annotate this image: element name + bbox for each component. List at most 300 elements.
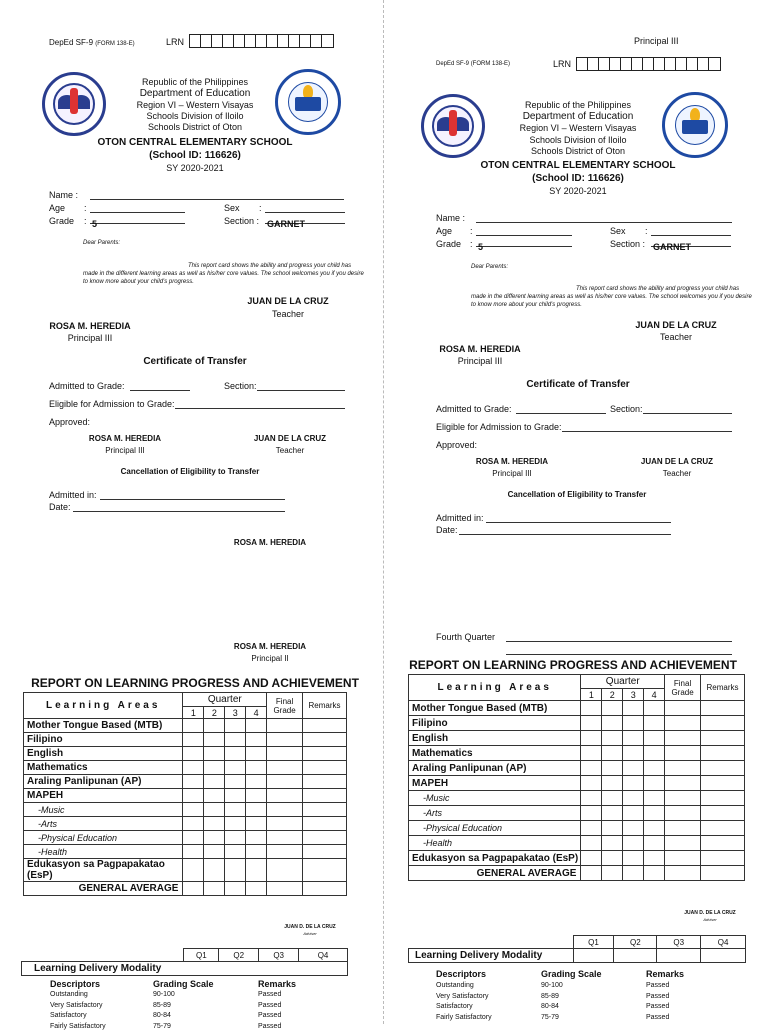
grade-cell[interactable] <box>303 831 347 845</box>
table-row <box>24 733 347 747</box>
footer-principal-name: ROSA M. HEREDIA <box>233 538 307 547</box>
approved-label-2: Approved: <box>436 440 478 450</box>
lrn-label-2: LRN <box>553 59 572 69</box>
table-row <box>409 851 745 866</box>
grade-cell[interactable] <box>665 836 701 851</box>
table-row <box>409 821 745 836</box>
grade-cell[interactable] <box>665 821 701 836</box>
grade-cell[interactable] <box>246 859 267 882</box>
salutation-2: Dear Parents: <box>471 264 509 270</box>
approved-teacher-name: JUAN DE LA CRUZ <box>253 434 327 443</box>
grade-cell[interactable] <box>665 716 701 731</box>
grade-cell[interactable] <box>665 866 701 881</box>
fourth-quarter-label: Fourth Quarter <box>436 632 496 642</box>
grade-cell[interactable] <box>225 817 246 831</box>
table-row <box>409 731 745 746</box>
grade-cell[interactable] <box>581 851 602 866</box>
letter-body-2: This report card shows the ability and progress your child has made in the different learning areas as well as his/her core values. The school welcomes you if you desire to know more about your child's progress. <box>471 286 752 308</box>
grade-cell[interactable] <box>183 761 204 775</box>
grade-cell[interactable] <box>303 747 347 761</box>
department-text: Department of Education <box>139 88 251 99</box>
table-row <box>409 716 745 731</box>
grade-cell[interactable] <box>225 719 246 733</box>
grade-cell[interactable] <box>644 806 665 821</box>
grade-cell[interactable] <box>602 761 623 776</box>
grade-cell[interactable] <box>183 733 204 747</box>
grade-cell[interactable] <box>183 831 204 845</box>
grade-cell[interactable] <box>581 761 602 776</box>
grade-cell[interactable] <box>303 775 347 789</box>
school-seal-logo <box>662 92 728 158</box>
grade-cell[interactable] <box>267 845 303 859</box>
descriptors-header: Descriptors <box>50 979 101 989</box>
eligible-label-2: Eligible for Admission to Grade: <box>436 422 562 432</box>
grade-cell[interactable] <box>602 776 623 791</box>
grade-cell[interactable] <box>183 803 204 817</box>
descriptor-text: Fairly Satisfactory <box>50 1022 106 1030</box>
grade-cell[interactable] <box>623 836 644 851</box>
grade-cell[interactable] <box>246 775 267 789</box>
eligible-label: Eligible for Admission to Grade: <box>49 399 175 409</box>
grade-cell[interactable] <box>204 719 225 733</box>
grade-cell[interactable] <box>225 747 246 761</box>
grade-cell[interactable] <box>183 789 204 803</box>
ldm-table <box>21 948 348 976</box>
grade-cell[interactable] <box>602 851 623 866</box>
grade-cell[interactable] <box>204 747 225 761</box>
grade-cell[interactable] <box>204 882 225 896</box>
table-row <box>409 836 745 851</box>
grade-cell[interactable] <box>581 716 602 731</box>
grade-cell[interactable] <box>581 731 602 746</box>
approved-teacher-title: Teacher <box>275 446 305 455</box>
table-row <box>409 746 745 761</box>
grade-cell[interactable] <box>183 859 204 882</box>
grading-scale-text: 75-79 <box>541 1013 559 1021</box>
quarter-header: 3 <box>225 707 246 719</box>
grade-cell[interactable] <box>701 866 745 881</box>
approved-teacher-title-2: Teacher <box>662 469 692 478</box>
grade-cell[interactable] <box>267 719 303 733</box>
col-remarks-2: Remarks <box>701 675 745 701</box>
grade-cell[interactable] <box>581 836 602 851</box>
grade-cell[interactable] <box>204 775 225 789</box>
grade-cell[interactable] <box>204 845 225 859</box>
descriptor-text: Outstanding <box>436 982 474 989</box>
ldm-q-header: Q2 <box>219 949 259 962</box>
col-learning-areas: Learning Areas <box>24 693 183 719</box>
grade-cell[interactable] <box>246 882 267 896</box>
grade-cell[interactable] <box>581 701 602 716</box>
grade-cell[interactable] <box>267 733 303 747</box>
grade-cell[interactable] <box>644 731 665 746</box>
grade-cell[interactable] <box>701 761 745 776</box>
grade-cell[interactable] <box>623 776 644 791</box>
quarter-header-2: 2 <box>602 689 623 701</box>
grade-cell[interactable] <box>246 817 267 831</box>
form-code: DepEd SF-9 (FORM 138-E) <box>49 38 135 47</box>
grade-cell[interactable] <box>581 806 602 821</box>
learning-area-label: Mother Tongue Based (MTB) <box>409 701 581 716</box>
col-remarks: Remarks <box>303 693 347 719</box>
grade-cell[interactable] <box>303 789 347 803</box>
ldm-q-header-2: Q3 <box>657 936 701 949</box>
age-label: Age <box>49 203 66 213</box>
certificate-title-2: Certificate of Transfer <box>526 379 630 390</box>
learning-area-label: Mathematics <box>409 746 581 761</box>
grade-cell[interactable] <box>303 882 347 896</box>
principal-name: ROSA M. HEREDIA <box>49 321 131 331</box>
grade-cell[interactable] <box>665 806 701 821</box>
grade-cell[interactable] <box>623 866 644 881</box>
grade-cell[interactable] <box>644 821 665 836</box>
ldm-q-header-2: Q1 <box>573 936 614 949</box>
grade-cell[interactable] <box>267 817 303 831</box>
learning-area-label: Edukasyon sa Pagpapakatao (EsP) <box>24 859 183 882</box>
grade-cell[interactable] <box>204 817 225 831</box>
name-field[interactable] <box>90 190 344 200</box>
grade-cell[interactable] <box>225 789 246 803</box>
admitted-grade-field-2[interactable] <box>516 404 606 414</box>
grade-cell[interactable] <box>204 789 225 803</box>
grade-label-2: Grade <box>436 239 462 249</box>
table-row <box>409 806 745 821</box>
grade-cell[interactable] <box>183 747 204 761</box>
quarter-header: 4 <box>246 707 267 719</box>
grade-cell[interactable] <box>204 761 225 775</box>
name-field-2[interactable] <box>476 213 732 223</box>
adviser-title: Adviser <box>303 931 317 936</box>
learning-area-label: -Arts <box>409 806 581 821</box>
grade-cell[interactable] <box>602 806 623 821</box>
remarks-header-2: Remarks <box>646 969 685 979</box>
table-row <box>24 817 347 831</box>
grade-cell[interactable] <box>267 747 303 761</box>
grade-cell[interactable] <box>665 761 701 776</box>
grade-cell[interactable] <box>581 746 602 761</box>
grade-cell[interactable] <box>644 851 665 866</box>
transfer-section-field[interactable] <box>257 381 345 391</box>
grade-cell[interactable] <box>581 791 602 806</box>
adviser-name: JUAN D. DE LA CRUZ <box>284 924 336 930</box>
grade-cell[interactable] <box>623 851 644 866</box>
admitted-in-field[interactable] <box>100 490 285 500</box>
grade-cell[interactable] <box>303 761 347 775</box>
grade-cell[interactable] <box>623 731 644 746</box>
admitted-in-field-2[interactable] <box>486 513 671 523</box>
top-right-note: Principal III <box>634 36 679 46</box>
ldm-q-header: Q3 <box>259 949 299 962</box>
grade-cell[interactable] <box>665 701 701 716</box>
grade-cell[interactable] <box>267 803 303 817</box>
grade-cell[interactable] <box>602 731 623 746</box>
grade-cell[interactable] <box>303 803 347 817</box>
grade-cell[interactable] <box>665 791 701 806</box>
sex-label: Sex <box>224 203 240 213</box>
date-field[interactable] <box>73 502 285 512</box>
table-row <box>24 775 347 789</box>
grade-cell[interactable] <box>644 716 665 731</box>
section-label: Section : <box>224 216 260 226</box>
grade-cell[interactable] <box>701 821 745 836</box>
grade-cell[interactable] <box>623 806 644 821</box>
grade-cell[interactable] <box>623 716 644 731</box>
grade-cell[interactable] <box>246 831 267 845</box>
school-year: SY 2020-2021 <box>166 163 224 173</box>
grade-cell[interactable] <box>204 733 225 747</box>
learning-area-label: Filipino <box>409 716 581 731</box>
grade-cell[interactable] <box>665 731 701 746</box>
school-id: (School ID: 116626) <box>149 150 241 161</box>
grade-cell[interactable] <box>623 761 644 776</box>
adviser-title-2: Adviser <box>703 917 717 922</box>
grade-cell[interactable] <box>644 791 665 806</box>
fourth-quarter-field-2[interactable] <box>506 645 732 655</box>
school-year-2: SY 2020-2021 <box>549 186 607 196</box>
table-row <box>24 789 347 803</box>
grade-cell[interactable] <box>225 845 246 859</box>
grade-cell[interactable] <box>246 803 267 817</box>
admitted-in-label-2: Admitted in: <box>436 513 484 523</box>
grade-cell[interactable] <box>623 701 644 716</box>
learning-area-label: -Health <box>409 836 581 851</box>
principal-title: Principal III <box>67 333 113 343</box>
table-row <box>409 701 745 716</box>
cancellation-title: Cancellation of Eligibility to Transfer <box>120 467 260 476</box>
district-text: Schools District of Oton <box>147 122 243 132</box>
grade-cell[interactable] <box>602 821 623 836</box>
grade-cell[interactable] <box>701 701 745 716</box>
table-row <box>24 859 347 882</box>
grading-scale-header-2: Grading Scale <box>541 969 602 979</box>
quarter-header-2: 3 <box>623 689 644 701</box>
descriptor-text: Satisfactory <box>436 1003 473 1010</box>
transfer-section-field-2[interactable] <box>643 404 732 414</box>
table-row <box>409 776 745 791</box>
grade-cell[interactable] <box>623 821 644 836</box>
grade-cell[interactable] <box>701 806 745 821</box>
district-text-2: Schools District of Oton <box>530 146 626 156</box>
certificate-title: Certificate of Transfer <box>143 356 247 367</box>
grade-cell[interactable] <box>246 747 267 761</box>
principal-title-2: Principal III <box>457 356 503 366</box>
name-label: Name : <box>49 190 79 200</box>
school-name: OTON CENTRAL ELEMENTARY SCHOOL <box>97 137 293 148</box>
grade-cell[interactable] <box>602 866 623 881</box>
general-average-label: GENERAL AVERAGE <box>24 882 183 896</box>
remarks-text: Passed <box>646 1003 670 1010</box>
school-id-2: (School ID: 116626) <box>532 173 624 184</box>
remarks-text: Passed <box>258 991 282 998</box>
bottom-principal-title: Principal II <box>251 654 289 663</box>
grade-cell[interactable] <box>303 817 347 831</box>
lrn-label: LRN <box>166 37 185 47</box>
table-row <box>24 747 347 761</box>
grade-cell[interactable] <box>602 746 623 761</box>
name-label-2: Name : <box>436 213 466 223</box>
report-title-2: REPORT ON LEARNING PROGRESS AND ACHIEVEMENT <box>409 658 737 672</box>
ldm-table-2 <box>408 935 746 963</box>
department-text-2: Department of Education <box>522 111 634 122</box>
grade-cell[interactable] <box>204 859 225 882</box>
sex-field-2[interactable] <box>651 226 731 236</box>
grade-cell[interactable] <box>701 836 745 851</box>
grading-scale-text: 90-100 <box>541 982 563 989</box>
grade-cell[interactable] <box>644 776 665 791</box>
grade-cell[interactable] <box>701 791 745 806</box>
remarks-text: Passed <box>646 992 670 1000</box>
grade-cell[interactable] <box>246 761 267 775</box>
division-text: Schools Division of Iloilo <box>146 111 244 121</box>
admitted-grade-field[interactable] <box>130 381 190 391</box>
learning-area-label: English <box>409 731 581 746</box>
quarter-header: 1 <box>183 707 204 719</box>
descriptor-text: Very Satisfactory <box>50 1001 103 1009</box>
learning-area-label: Filipino <box>24 733 183 747</box>
admitted-grade-label: Admitted to Grade: <box>49 381 125 391</box>
grade-cell[interactable] <box>246 789 267 803</box>
grade-field-2[interactable]: 5 <box>476 237 572 247</box>
grade-cell[interactable] <box>225 831 246 845</box>
grade-cell[interactable] <box>581 821 602 836</box>
grade-cell[interactable] <box>183 719 204 733</box>
grade-cell[interactable] <box>644 761 665 776</box>
grading-scale-text: 80-84 <box>541 1003 559 1010</box>
republic-text-2: Republic of the Philippines <box>524 100 632 110</box>
learning-area-label: -Physical Education <box>24 831 183 845</box>
grade-cell[interactable] <box>246 733 267 747</box>
remarks-text: Passed <box>258 1022 282 1030</box>
grade-cell[interactable] <box>665 851 701 866</box>
grade-cell[interactable] <box>623 746 644 761</box>
grade-cell[interactable] <box>665 746 701 761</box>
grading-scale-text: 85-89 <box>541 992 559 1000</box>
lrn-boxes-2[interactable] <box>576 57 721 71</box>
grade-cell[interactable] <box>183 775 204 789</box>
grade-cell[interactable] <box>183 882 204 896</box>
learning-area-label: Araling Panlipunan (AP) <box>409 761 581 776</box>
grade-cell[interactable] <box>701 731 745 746</box>
col-final-grade-2: Final Grade <box>665 675 701 701</box>
grade-cell[interactable] <box>602 836 623 851</box>
learning-area-label: English <box>24 747 183 761</box>
grade-cell[interactable] <box>267 789 303 803</box>
grade-field[interactable]: 5 <box>90 214 185 224</box>
letter-body: This report card shows the ability and progress your child has made in the different learning areas as well as his/her core values. The school welcomes you if you desire to know more about your child's progress. <box>83 263 364 285</box>
grade-cell[interactable] <box>701 746 745 761</box>
grade-cell[interactable] <box>644 866 665 881</box>
grade-cell[interactable] <box>303 859 347 882</box>
school-name-2: OTON CENTRAL ELEMENTARY SCHOOL <box>480 160 676 171</box>
grade-cell[interactable] <box>303 719 347 733</box>
date-field-2[interactable] <box>459 525 671 535</box>
grade-cell[interactable] <box>246 719 267 733</box>
grades-table <box>23 692 347 896</box>
grade-cell[interactable] <box>204 803 225 817</box>
grade-cell[interactable] <box>183 817 204 831</box>
salutation: Dear Parents: <box>83 240 121 246</box>
grade-cell[interactable] <box>303 733 347 747</box>
grading-scale-header: Grading Scale <box>153 979 214 989</box>
learning-area-label: Mathematics <box>24 761 183 775</box>
remarks-header: Remarks <box>258 979 297 989</box>
grading-scale-text: 90-100 <box>153 991 175 998</box>
grade-cell[interactable] <box>225 733 246 747</box>
ldm-q-header: Q1 <box>184 949 219 962</box>
transfer-section-label: Section: <box>224 381 257 391</box>
grade-cell[interactable] <box>225 775 246 789</box>
learning-area-label: Araling Panlipunan (AP) <box>24 775 183 789</box>
ldm-q-header-2: Q4 <box>701 936 746 949</box>
fourth-quarter-field[interactable] <box>506 632 732 642</box>
grade-cell[interactable] <box>267 761 303 775</box>
grade-cell[interactable] <box>225 859 246 882</box>
learning-area-label: Mother Tongue Based (MTB) <box>24 719 183 733</box>
grade-cell[interactable] <box>602 791 623 806</box>
grade-cell[interactable] <box>644 701 665 716</box>
approved-principal-title-2: Principal III <box>492 469 532 478</box>
deped-seal-logo <box>42 72 106 136</box>
remarks-text: Passed <box>646 1013 670 1021</box>
grade-cell[interactable] <box>602 701 623 716</box>
table-row <box>24 761 347 775</box>
table-row <box>24 831 347 845</box>
grade-cell[interactable] <box>602 716 623 731</box>
eligible-field[interactable] <box>175 399 345 409</box>
sex-field[interactable] <box>265 203 345 213</box>
grade-cell[interactable] <box>267 775 303 789</box>
grade-cell[interactable] <box>225 882 246 896</box>
col-quarter-2: Quarter <box>581 675 665 689</box>
grade-cell[interactable] <box>204 831 225 845</box>
grade-cell[interactable] <box>246 845 267 859</box>
grade-cell[interactable] <box>581 866 602 881</box>
section-label-2: Section : <box>610 239 646 249</box>
age-field-2[interactable] <box>476 226 572 236</box>
grade-cell[interactable] <box>644 836 665 851</box>
lrn-boxes[interactable] <box>189 34 334 48</box>
age-field[interactable] <box>90 203 185 213</box>
grade-cell[interactable] <box>581 776 602 791</box>
descriptor-text: Outstanding <box>50 991 88 998</box>
grade-cell[interactable] <box>225 761 246 775</box>
grade-cell[interactable] <box>267 882 303 896</box>
learning-area-label: Edukasyon sa Pagpapakatao (EsP) <box>409 851 581 866</box>
grade-cell[interactable] <box>701 716 745 731</box>
grade-cell[interactable] <box>623 791 644 806</box>
date-label-2: Date: <box>436 525 458 535</box>
descriptors-header-2: Descriptors <box>436 969 487 979</box>
learning-area-label: -Music <box>409 791 581 806</box>
eligible-field-2[interactable] <box>562 422 732 432</box>
section-field-2[interactable]: GARNET <box>651 237 731 247</box>
region-text: Region VI – Western Visayas <box>136 100 254 110</box>
grade-cell[interactable] <box>183 845 204 859</box>
descriptor-text: Fairly Satisfactory <box>436 1013 492 1021</box>
grade-cell[interactable] <box>701 776 745 791</box>
grade-cell[interactable] <box>267 859 303 882</box>
grade-cell[interactable] <box>303 845 347 859</box>
section-field[interactable]: GARNET <box>265 214 345 224</box>
grade-cell[interactable] <box>701 851 745 866</box>
form-code-2: DepEd SF-9 (FORM 138-E) <box>436 61 511 67</box>
grade-cell[interactable] <box>267 831 303 845</box>
grade-cell[interactable] <box>225 803 246 817</box>
grading-scale-text: 85-89 <box>153 1001 171 1009</box>
grade-cell[interactable] <box>665 776 701 791</box>
table-row <box>409 791 745 806</box>
grade-cell[interactable] <box>644 746 665 761</box>
